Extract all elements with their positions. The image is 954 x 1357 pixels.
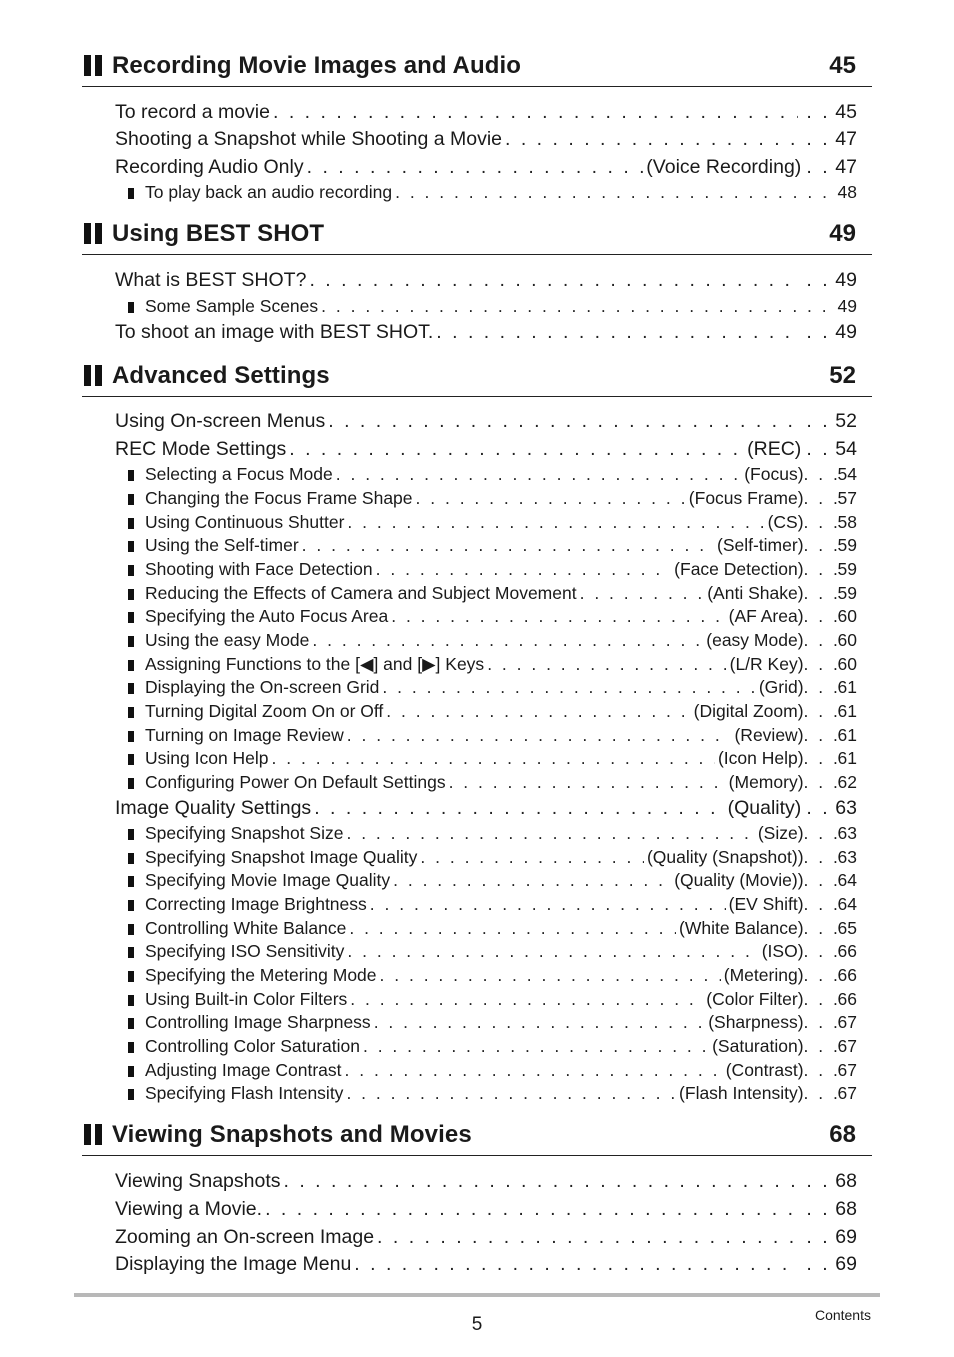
entry-page-number: 68	[835, 1170, 857, 1192]
leader-dots	[395, 182, 830, 203]
entry-page-number: 48	[837, 182, 857, 202]
entry-title: Changing the Focus Frame Shape	[145, 488, 413, 508]
entry-page-number: 57	[837, 488, 857, 508]
leader-dots	[328, 410, 798, 433]
leader-dots-short: . . .	[803, 748, 841, 768]
entry-label: (Face Detection)	[674, 559, 804, 579]
bullet-icon	[128, 494, 134, 505]
section-marker-icon	[84, 1124, 103, 1145]
entry-label: (Quality (Movie))	[674, 870, 804, 890]
entry-label: (Quality (Snapshot))	[646, 847, 804, 867]
leader-dots	[363, 1036, 709, 1057]
entry-title: Controlling Color Saturation	[145, 1036, 360, 1056]
entry-label: (Self-timer)	[717, 535, 804, 555]
entry-title: Reducing the Effects of Camera and Subject Movement	[145, 583, 577, 603]
leader-dots-short: . . .	[803, 772, 841, 792]
section-marker-icon	[84, 55, 103, 76]
entry-label: (Digital Zoom)	[693, 701, 804, 721]
toc-entry[interactable]	[128, 296, 857, 320]
bullet-icon	[128, 565, 134, 576]
entry-page-number: 67	[837, 1012, 857, 1032]
entry-title: To shoot an image with BEST SHOT.	[115, 321, 434, 343]
bullet-icon	[128, 470, 134, 481]
leader-dots-short: . .	[806, 321, 831, 343]
leader-dots	[349, 918, 676, 939]
toc-entry[interactable]	[115, 438, 857, 462]
entry-label: (EV Shift)	[728, 894, 804, 914]
leader-dots-short: . . .	[803, 847, 841, 867]
entry-title: Shooting a Snapshot while Shooting a Movie	[115, 128, 503, 150]
section-title: Recording Movie Images and Audio	[112, 52, 522, 79]
leader-dots-short: . . .	[803, 1036, 841, 1056]
entry-label: (White Balance)	[679, 918, 804, 938]
toc-entry[interactable]	[128, 823, 857, 847]
entry-page-number: 45	[835, 101, 857, 123]
bullet-icon	[128, 778, 134, 789]
leader-dots-short: . . .	[803, 941, 841, 961]
leader-dots-short: . .	[806, 1198, 831, 1220]
bullet-icon	[128, 853, 134, 864]
entry-label: (Flash Intensity)	[679, 1083, 804, 1103]
toc-entry[interactable]	[115, 101, 857, 125]
leader-dots-short: . .	[806, 1226, 831, 1248]
leader-dots-short: . . .	[803, 606, 841, 626]
section-page-number: 45	[829, 52, 856, 79]
leader-dots	[346, 1083, 676, 1104]
toc-entry[interactable]	[128, 535, 857, 559]
leader-dots-short: . . .	[803, 488, 841, 508]
entry-title: Specifying ISO Sensitivity	[145, 941, 345, 961]
bullet-icon	[128, 829, 134, 840]
entry-label: (Size)	[757, 823, 804, 843]
entry-title: Controlling Image Sharpness	[145, 1012, 371, 1032]
toc-entry[interactable]	[115, 156, 857, 180]
toc-entry[interactable]	[128, 182, 857, 206]
leader-dots-short: . . .	[803, 464, 841, 484]
bullet-icon	[128, 589, 134, 600]
entry-page-number: 66	[837, 941, 857, 961]
toc-entry[interactable]	[115, 410, 857, 434]
leader-dots-short: . . .	[803, 701, 841, 721]
leader-dots-short: . . .	[803, 583, 841, 603]
leader-dots	[307, 156, 644, 179]
leader-dots-short: . .	[806, 1170, 831, 1192]
toc-entry[interactable]	[128, 748, 857, 772]
leader-dots-short: . .	[806, 156, 831, 178]
leader-dots	[416, 488, 686, 509]
leader-dots	[386, 701, 690, 722]
bullet-icon	[128, 707, 134, 718]
leader-dots-short: . . .	[803, 725, 841, 745]
toc-entry[interactable]	[128, 989, 857, 1013]
toc-entry[interactable]	[115, 1198, 857, 1222]
toc-entry[interactable]	[128, 725, 857, 749]
section-header	[82, 220, 872, 255]
entry-page-number: 63	[837, 823, 857, 843]
entry-title: To play back an audio recording	[145, 182, 393, 202]
entry-page-number: 69	[835, 1226, 857, 1248]
entry-page-number: 60	[837, 654, 857, 674]
entry-title: What is BEST SHOT?	[115, 269, 307, 291]
leader-dots	[350, 989, 703, 1010]
entry-title: Configuring Power On Default Settings	[145, 772, 446, 792]
toc-entry[interactable]	[128, 870, 857, 894]
entry-title: Assigning Functions to the [◀] and [▶] Keys	[145, 654, 485, 674]
toc-entry[interactable]	[115, 128, 857, 152]
entry-title: REC Mode Settings	[115, 438, 287, 460]
section-page-number: 68	[829, 1121, 856, 1148]
entry-page-number: 60	[837, 630, 857, 650]
section-page-number: 52	[829, 362, 856, 389]
section-header	[82, 1121, 872, 1156]
entry-title: Using On-screen Menus	[115, 410, 326, 432]
leader-dots-short: . .	[806, 269, 831, 291]
section-marker-icon	[84, 223, 103, 244]
toc-entry[interactable]	[128, 1036, 857, 1060]
entry-page-number: 61	[837, 701, 857, 721]
entry-page-number: 61	[837, 748, 857, 768]
entry-page-number: 68	[835, 1198, 857, 1220]
leader-dots	[380, 965, 721, 986]
entry-page-number: 64	[837, 870, 857, 890]
leader-dots-short: . . .	[803, 535, 841, 555]
entry-label: (AF Area)	[728, 606, 804, 626]
entry-page-number: 63	[837, 847, 857, 867]
bullet-icon	[128, 636, 134, 647]
leader-dots	[336, 464, 741, 485]
leader-dots	[265, 1198, 798, 1221]
leader-dots	[370, 894, 726, 915]
entry-label: (Saturation)	[712, 1036, 804, 1056]
leader-dots-short: . . .	[803, 870, 841, 890]
bullet-icon	[128, 541, 134, 552]
bullet-icon	[128, 302, 134, 313]
entry-title: Specifying Snapshot Image Quality	[145, 847, 418, 867]
entry-label: (Metering)	[723, 965, 804, 985]
entry-title: Adjusting Image Contrast	[145, 1060, 342, 1080]
leader-dots	[377, 1226, 798, 1249]
entry-page-number: 59	[837, 559, 857, 579]
section-page-number: 49	[829, 220, 856, 247]
leader-dots	[347, 725, 732, 746]
leader-dots-short: . .	[806, 438, 831, 460]
bullet-icon	[128, 1089, 134, 1100]
leader-dots	[345, 1060, 723, 1081]
toc-entry[interactable]	[128, 941, 857, 965]
toc-entry[interactable]	[115, 1226, 857, 1250]
entry-page-number: 66	[837, 989, 857, 1009]
entry-label: (Sharpness)	[708, 1012, 804, 1032]
entry-page-number: 66	[837, 965, 857, 985]
bullet-icon	[128, 995, 134, 1006]
bullet-icon	[128, 612, 134, 623]
bullet-icon	[128, 731, 134, 742]
section-marker-icon	[84, 365, 103, 386]
entry-page-number: 49	[837, 296, 857, 316]
section-title: Using BEST SHOT	[112, 220, 325, 247]
leader-dots	[346, 823, 754, 844]
entry-page-number: 63	[835, 797, 857, 819]
toc-entry[interactable]	[128, 464, 857, 488]
entry-title: Specifying Flash Intensity	[145, 1083, 344, 1103]
section-header	[82, 52, 872, 87]
entry-title: Using Continuous Shutter	[145, 512, 345, 532]
entry-title: Some Sample Scenes	[145, 296, 319, 316]
entry-label: (Voice Recording)	[646, 156, 802, 178]
leader-dots	[347, 512, 764, 533]
toc-entry[interactable]	[128, 772, 857, 796]
entry-label: (Focus)	[744, 464, 804, 484]
bullet-icon	[128, 1042, 134, 1053]
entry-title: Using the Self-timer	[145, 535, 299, 555]
leader-dots	[309, 269, 798, 292]
entry-label: (L/R Key)	[729, 654, 804, 674]
entry-title: Specifying Movie Image Quality	[145, 870, 391, 890]
entry-label: (Quality)	[727, 797, 802, 819]
leader-dots-short: . .	[806, 410, 831, 432]
leader-dots-short: . . .	[803, 677, 841, 697]
leader-dots-short: . . .	[803, 823, 841, 843]
entry-page-number: 60	[837, 606, 857, 626]
leader-dots-short: . . .	[803, 1012, 841, 1032]
toc-entry[interactable]	[128, 677, 857, 701]
leader-dots-short: . . .	[803, 965, 841, 985]
leader-dots-short: . .	[806, 797, 831, 819]
entry-page-number: 61	[837, 725, 857, 745]
bullet-icon	[128, 924, 134, 935]
leader-dots	[505, 128, 798, 151]
toc-entry[interactable]	[128, 1060, 857, 1084]
entry-page-number: 49	[835, 269, 857, 291]
leader-dots	[347, 941, 758, 962]
entry-title: Using Built-in Color Filters	[145, 989, 348, 1009]
entry-label: (Review)	[734, 725, 804, 745]
entry-title: Selecting a Focus Mode	[145, 464, 333, 484]
leader-dots	[374, 1012, 706, 1033]
section-header	[82, 362, 872, 397]
entry-title: Specifying Snapshot Size	[145, 823, 344, 843]
footer-rule	[74, 1293, 880, 1297]
entry-label: (ISO)	[761, 941, 804, 961]
entry-title: Zooming an On-screen Image	[115, 1226, 375, 1248]
toc-entry[interactable]	[128, 1012, 857, 1036]
leader-dots	[420, 847, 644, 868]
bullet-icon	[128, 876, 134, 887]
entry-title: Turning on Image Review	[145, 725, 344, 745]
bullet-icon	[128, 971, 134, 982]
toc-entry[interactable]	[128, 512, 857, 536]
entry-title: Viewing a Movie.	[115, 1198, 263, 1220]
leader-dots-short: . . .	[803, 894, 841, 914]
section-title: Advanced Settings	[112, 362, 330, 389]
bullet-icon	[128, 900, 134, 911]
entry-page-number: 62	[837, 772, 857, 792]
leader-dots	[436, 321, 798, 344]
entry-title: Using Icon Help	[145, 748, 269, 768]
entry-page-number: 58	[837, 512, 857, 532]
toc-entry[interactable]	[115, 797, 857, 821]
entry-label: (Memory)	[728, 772, 804, 792]
entry-title: Recording Audio Only	[115, 156, 304, 178]
leader-dots	[354, 1253, 798, 1276]
leader-dots	[449, 772, 726, 793]
leader-dots-short: . .	[806, 1253, 831, 1275]
toc-entry[interactable]	[115, 269, 857, 293]
entry-title: To record a movie	[115, 101, 270, 123]
leader-dots	[314, 797, 724, 820]
toc-entry[interactable]	[128, 630, 857, 654]
footer-label: Contents	[814, 1307, 871, 1323]
toc-entry[interactable]	[128, 894, 857, 918]
entry-title: Shooting with Face Detection	[145, 559, 373, 579]
leader-dots	[302, 535, 714, 556]
leader-dots-short: . . .	[803, 1083, 841, 1103]
toc-entry[interactable]	[128, 559, 857, 583]
leader-dots	[273, 101, 798, 124]
entry-title: Correcting Image Brightness	[145, 894, 367, 914]
toc-entry[interactable]	[128, 606, 857, 630]
entry-label: (REC)	[747, 438, 802, 460]
entry-page-number: 59	[837, 535, 857, 555]
entry-label: (Anti Shake)	[707, 583, 804, 603]
bullet-icon	[128, 1018, 134, 1029]
leader-dots-short: . . .	[803, 1060, 841, 1080]
toc-entry[interactable]	[128, 847, 857, 871]
entry-label: (Grid)	[758, 677, 804, 697]
entry-page-number: 54	[835, 438, 857, 460]
entry-page-number: 65	[837, 918, 857, 938]
entry-page-number: 59	[837, 583, 857, 603]
toc-entry[interactable]	[128, 918, 857, 942]
entry-page-number: 67	[837, 1060, 857, 1080]
entry-label: (easy Mode)	[706, 630, 804, 650]
bullet-icon	[128, 947, 134, 958]
entry-label: (Icon Help)	[717, 748, 804, 768]
entry-page-number: 64	[837, 894, 857, 914]
entry-page-number: 67	[837, 1083, 857, 1103]
section-title: Viewing Snapshots and Movies	[112, 1121, 472, 1148]
entry-title: Specifying the Metering Mode	[145, 965, 377, 985]
toc-entry[interactable]	[115, 1170, 857, 1194]
entry-title: Specifying the Auto Focus Area	[145, 606, 389, 626]
toc-entry[interactable]	[128, 654, 857, 678]
leader-dots-short: . . .	[803, 630, 841, 650]
entry-title: Displaying the On-screen Grid	[145, 677, 380, 697]
entry-title: Image Quality Settings	[115, 797, 312, 819]
leader-dots-short: . . .	[803, 512, 841, 532]
entry-title: Viewing Snapshots	[115, 1170, 281, 1192]
entry-label: (CS)	[767, 512, 804, 532]
toc-entry[interactable]	[128, 583, 857, 607]
toc-entry[interactable]	[128, 488, 857, 512]
bullet-icon	[128, 188, 134, 199]
entry-title: Controlling White Balance	[145, 918, 347, 938]
bullet-icon	[128, 518, 134, 529]
bullet-icon	[128, 754, 134, 765]
leader-dots	[382, 677, 755, 698]
entry-label: (Contrast)	[725, 1060, 804, 1080]
leader-dots	[376, 559, 672, 580]
entry-title: Displaying the Image Menu	[115, 1253, 352, 1275]
leader-dots-short: . . .	[803, 918, 841, 938]
leader-dots-short: . . .	[803, 989, 841, 1009]
leader-dots	[487, 654, 726, 675]
entry-page-number: 54	[837, 464, 857, 484]
bullet-icon	[128, 683, 134, 694]
leader-dots-short: . . .	[803, 559, 841, 579]
leader-dots-short: . .	[806, 101, 831, 123]
toc-entry[interactable]	[115, 321, 857, 345]
toc-entry[interactable]	[115, 1253, 857, 1277]
leader-dots	[391, 606, 725, 627]
entry-page-number: 52	[835, 410, 857, 432]
leader-dots	[289, 438, 744, 461]
bullet-icon	[128, 660, 134, 671]
entry-label: (Color Filter)	[706, 989, 804, 1009]
leader-dots	[284, 1170, 799, 1193]
entry-page-number: 49	[835, 321, 857, 343]
entry-title: Using the easy Mode	[145, 630, 310, 650]
entry-page-number: 47	[835, 128, 857, 150]
entry-page-number: 47	[835, 156, 857, 178]
leader-dots	[312, 630, 703, 651]
leader-dots	[321, 296, 830, 317]
leader-dots-short: . .	[806, 128, 831, 150]
entry-page-number: 67	[837, 1036, 857, 1056]
entry-title: Turning Digital Zoom On or Off	[145, 701, 384, 721]
entry-page-number: 61	[837, 677, 857, 697]
entry-label: (Focus Frame)	[688, 488, 804, 508]
leader-dots	[272, 748, 715, 769]
toc-entry[interactable]	[128, 1083, 857, 1107]
toc-entry[interactable]	[128, 701, 857, 725]
page-number: 5	[471, 1314, 483, 1335]
entry-page-number: 69	[835, 1253, 857, 1275]
leader-dots	[393, 870, 671, 891]
leader-dots-short: . . .	[803, 654, 841, 674]
leader-dots	[580, 583, 705, 604]
bullet-icon	[128, 1066, 134, 1077]
toc-entry[interactable]	[128, 965, 857, 989]
